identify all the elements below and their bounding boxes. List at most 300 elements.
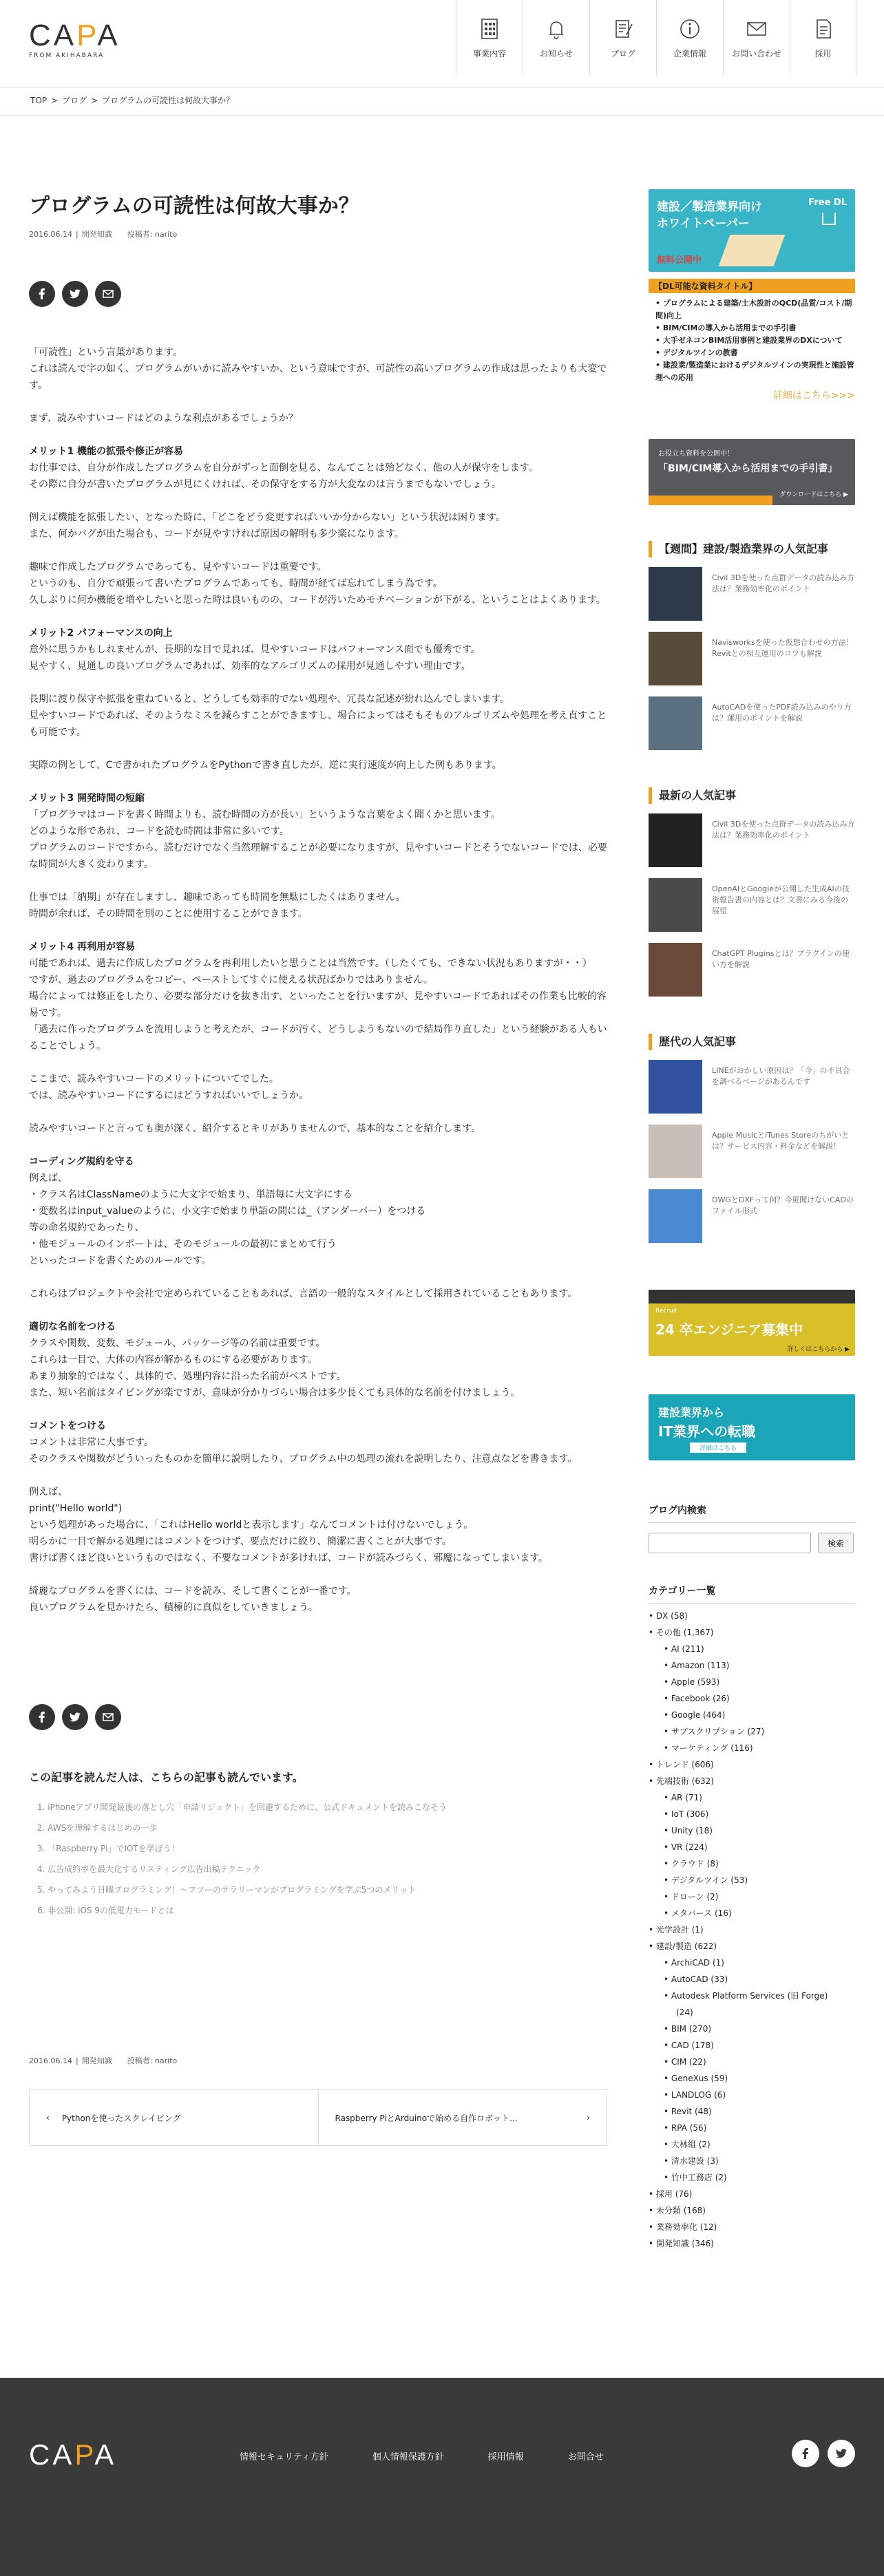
text-line: これは読んで字の如く、プログラムがいかに読みやすいか、という意味ですが、可読性の高いプログラムの作成は思ったよりも大変です。	[29, 363, 607, 391]
popular-article[interactable]	[649, 943, 855, 998]
category-item[interactable]	[649, 2087, 855, 2103]
text-line: 見やすいコードであれば、そのようなミスを減らすことができますし、場合によってはそもそものアルゴリズムや処理を考え直すことも可能です。	[29, 710, 607, 738]
article-title: ChatGPT Pluginsとは？プラグインの使い方を解説	[712, 949, 850, 969]
all-time-popular-title: 歴代の人気記事	[649, 1034, 855, 1050]
post-category[interactable]: 開発知識	[81, 230, 112, 239]
text-line: 例えば、	[29, 1173, 67, 1184]
breadcrumb-top[interactable]: TOP	[30, 96, 48, 105]
facebook-icon	[35, 287, 49, 301]
post-author: 投稿者: narito	[127, 2056, 178, 2065]
text-line: 意外に思うかもしれませんが、長期的な目で見れば、見やすいコードはパフォーマンス面でも優秀です。	[29, 644, 481, 655]
chevron-right-icon: ›	[587, 2113, 590, 2122]
category-label: 開発知識 (346)	[655, 2239, 714, 2248]
logo-subtitle: FROM AKIHABARA	[29, 52, 105, 59]
popular-article[interactable]	[649, 632, 855, 687]
text-line: これらはプロジェクトや会社で定められていることもあれば、言語の一般的なスタイルとして採用されていることもあります。	[29, 1288, 578, 1299]
category-label: AR (71)	[671, 1793, 702, 1802]
bullet-icon: •	[664, 1875, 671, 1885]
email-share-button[interactable]	[95, 1704, 121, 1730]
category-label: 大林組 (2)	[671, 2140, 711, 2149]
paragraph	[29, 1170, 607, 1269]
sidebar	[649, 189, 855, 2252]
dl-item: • デジタルツインの教書	[655, 348, 738, 357]
info-icon	[678, 17, 702, 41]
nav-label: 企業情報	[673, 48, 706, 58]
paragraph	[29, 1583, 607, 1616]
category-item[interactable]	[649, 1938, 855, 1955]
bullet-icon: •	[664, 1710, 671, 1720]
article-thumbnail	[649, 878, 702, 932]
category-item[interactable]	[649, 1905, 855, 1922]
popular-article[interactable]	[649, 567, 855, 622]
bullet-icon: •	[664, 2140, 671, 2149]
search-input[interactable]	[649, 1533, 811, 1553]
breadcrumb-blog[interactable]: ブログ	[62, 96, 87, 105]
paragraph	[29, 1434, 607, 1467]
prev-post-link[interactable]	[30, 2090, 319, 2145]
meta-separator: |	[75, 230, 78, 239]
text-line: ですが、過去のプログラムをコピー、ペーストしてすぐに使える状況ばかりではありません。	[29, 975, 433, 986]
footer-link-privacy[interactable]: 個人情報保護方針	[372, 2452, 444, 2462]
category-item[interactable]	[649, 1839, 855, 1855]
banner-top: お役立ち資料を公開中！	[658, 450, 734, 458]
facebook-button[interactable]	[792, 2440, 819, 2467]
paragraph	[29, 807, 607, 873]
nav-company[interactable]	[656, 0, 723, 76]
popular-article[interactable]	[649, 813, 855, 869]
share-buttons-bottom	[29, 1704, 121, 1730]
section-heading: 適切な名前をつける	[29, 1321, 116, 1332]
article-title: AutoCADを使ったPDF読み込みのやり方は？運用のポイントを解説	[712, 703, 852, 723]
text-line: 例えば、	[29, 1487, 67, 1498]
article-title: Civil 3Dを使った点群データの読み込み方法は？業務効率化のポイント	[712, 820, 855, 840]
article-header	[29, 193, 607, 307]
bullet-icon: •	[664, 2024, 671, 2034]
text-line: 実際の例として、Cで書かれたプログラムをPythonで書き直したが、逆に実行速度が向上した例もあります。	[29, 760, 502, 771]
article-thumbnail	[649, 567, 702, 621]
article-thumbnail	[649, 813, 702, 867]
banner-badge: Free DL	[808, 198, 847, 208]
text-line: print("Hello world")	[29, 1503, 123, 1514]
category-item[interactable]	[649, 1971, 855, 1988]
paragraph	[29, 344, 607, 394]
bullet-icon: •	[664, 1908, 671, 1918]
category-label: Amazon (113)	[671, 1661, 730, 1670]
category-label: マーケティング (116)	[671, 1743, 753, 1753]
category-item[interactable]	[649, 1608, 855, 1624]
text-line: 「可読性」という言葉があります。	[29, 347, 182, 358]
bullet-icon: •	[664, 1991, 671, 2001]
text-line: お仕事では、自分が作成したプログラムを自分がずっと面倒を見る、なんてことは殆どなく、他の人が保守をします。	[29, 462, 538, 473]
bullet-icon: •	[664, 1727, 671, 1736]
category-label: Facebook (26)	[671, 1694, 730, 1703]
category-item[interactable]	[649, 2037, 855, 2054]
bullet-icon: •	[664, 1842, 671, 1852]
text-line: ・変数名はinput_valueのように、小文字で始まり単語の間には_（アンダーバー）をつける	[29, 1206, 426, 1217]
article-meta-bottom	[29, 2055, 177, 2066]
site-logo[interactable]	[29, 21, 120, 59]
bullet-icon: •	[664, 2107, 671, 2116]
logo-mark: CAPA	[29, 19, 120, 52]
text-line: そのクラスや関数がどういったものかを簡単に説明したり、プログラム中の処理の流れを説明したり、注意点などを書きます。	[29, 1454, 578, 1465]
nav-business[interactable]	[456, 0, 523, 76]
category-item[interactable]	[649, 1657, 855, 1674]
paragraph	[29, 1335, 607, 1401]
text-line: 明らかに一目で解かる処理にはコメントをつけず、要点だけに絞り、簡潔に書くことが大事です。	[29, 1536, 452, 1547]
banner-illustration	[719, 235, 786, 266]
section-heading: メリット1 機能の拡張や修正が容易	[29, 446, 184, 457]
category-item[interactable]	[649, 1922, 855, 1938]
text-line: 等の命名規約であったり、	[29, 1222, 145, 1233]
related-item[interactable]: 6. 非公開: iOS 9の低電力モードとは	[37, 1906, 174, 1915]
category-item[interactable]	[649, 1740, 855, 1756]
popular-article[interactable]	[649, 1125, 855, 1180]
category-label: 竹中工務店 (2)	[671, 2173, 727, 2182]
banner-tag: 無料公開中	[657, 255, 702, 266]
related-item[interactable]: 4. 広告成約率を最大化するリスティング広告出稿テクニック	[37, 1864, 261, 1874]
weekly-popular-list	[649, 567, 855, 752]
text-line: 場合によっては修正をしたり、必要な部分だけを抜き出す、といったことを行いますが、見やすいコードであればその作業も比較的容易です。	[29, 991, 607, 1019]
bullet-icon: •	[649, 2239, 656, 2248]
category-title: カテゴリー一覧	[649, 1584, 855, 1604]
bullet-icon: •	[664, 1892, 671, 1902]
text-line: というのも、自分で頑張って書いたプログラムであっても、時間が経てば忘れてしまう為です。	[29, 578, 443, 589]
popular-article[interactable]	[649, 878, 855, 933]
recruit-banner[interactable]	[649, 1290, 855, 1356]
category-item[interactable]	[649, 1756, 855, 1773]
text-line: これらは一目で、大体の内容が解かるものにする必要があります。	[29, 1354, 317, 1365]
category-item[interactable]	[649, 1888, 855, 1905]
category-label: BIM (270)	[671, 2024, 712, 2034]
related-item[interactable]: 2. AWSを理解するはじめの一歩	[37, 1823, 158, 1833]
paragraph	[29, 757, 607, 774]
dl-item: • BIM/CIMの導入から活用までの手引書	[655, 323, 797, 332]
popular-article[interactable]	[649, 1189, 855, 1244]
bullet-icon: •	[649, 2222, 656, 2232]
related-articles	[29, 1769, 607, 1921]
bullet-icon: •	[649, 1925, 656, 1935]
bullet-icon: •	[664, 2156, 671, 2166]
category-label: (24)	[676, 2008, 693, 2017]
article-title: OpenAIとGoogleが公開した生成AIの技術報告書の内容とは？文書にみる今後の展望	[712, 884, 850, 915]
footer-link-contact[interactable]: お問合せ	[567, 2452, 604, 2462]
bullet-icon: •	[664, 1661, 671, 1670]
breadcrumb-separator: >	[91, 96, 98, 105]
category-item[interactable]	[649, 2153, 855, 2169]
paragraph	[29, 1484, 607, 1566]
article-title: DWGとDXFって何？今更聞けないCADのファイル形式	[712, 1195, 854, 1215]
category-label: AutoCAD (33)	[671, 1974, 728, 1984]
bim-guide-banner[interactable]	[649, 439, 855, 505]
category-item[interactable]	[649, 1872, 855, 1888]
category-label: RPA (56)	[671, 2123, 707, 2133]
text-line: どのような形であれ、コードを読む時間は非常に多いです。	[29, 826, 289, 837]
category-item[interactable]	[649, 1674, 855, 1690]
bullet-icon: •	[664, 2090, 671, 2100]
category-label: トレンド (606)	[655, 1760, 714, 1769]
article-thumbnail	[649, 632, 702, 685]
text-line: 可能であれば、過去に作成したプログラムを再利用したいと思うことは当然です。（したくても、できない状況もありますが・・）	[29, 958, 592, 969]
bullet-icon: •	[664, 2173, 671, 2182]
section-heading: コーディング規約を守る	[29, 1156, 134, 1167]
twitter-icon	[68, 287, 82, 301]
facebook-share-button[interactable]	[29, 281, 55, 307]
text-line: ここまで、読みやすいコードのメリットについてでした。	[29, 1074, 279, 1085]
category-item[interactable]	[649, 2219, 855, 2235]
twitter-icon	[834, 2447, 848, 2460]
document-icon	[812, 17, 835, 41]
article-thumbnail	[649, 1060, 702, 1114]
footer-link-recruit[interactable]: 採用情報	[487, 2452, 524, 2462]
category-item[interactable]	[649, 1806, 855, 1822]
paragraph	[29, 410, 607, 427]
article-thumbnail	[649, 1125, 702, 1178]
career-change-banner[interactable]	[649, 1394, 855, 1460]
banner-accent	[649, 496, 772, 505]
dl-list	[649, 297, 855, 384]
nav-label: お知らせ	[540, 48, 573, 58]
footer-logo[interactable]: CAPA	[29, 2438, 117, 2471]
prev-post-title: Pythonを使ったスクレイピング	[61, 2113, 181, 2123]
breadcrumb-current: プログラムの可読性は何故大事か？	[102, 96, 235, 105]
category-item[interactable]	[649, 2021, 855, 2037]
share-buttons-top	[29, 281, 607, 307]
whitepaper-banner[interactable]	[649, 189, 855, 272]
text-line: 書けば書くほど良いというものではなく、不要なコメントが多ければ、コードが読みづらく、邪魔になってしまいます。	[29, 1553, 549, 1564]
facebook-icon	[35, 1710, 49, 1724]
category-label: ドローン (2)	[671, 1892, 719, 1902]
text-line: まず、読みやすいコードはどのような利点があるでしょうか？	[29, 413, 298, 424]
nav-label: 事業内容	[472, 48, 506, 58]
bullet-icon: •	[664, 1694, 671, 1703]
facebook-share-button[interactable]	[29, 1704, 55, 1730]
banner-main: 24 卒エンジニア募集中	[655, 1321, 803, 1338]
twitter-share-button[interactable]	[62, 281, 88, 307]
mail-icon	[745, 17, 768, 41]
text-line: その際に自分が書いたプログラムが見にくければ、その保守をする方が大変なのは言うまでもないでしょう。	[29, 479, 501, 490]
twitter-button[interactable]	[828, 2440, 855, 2467]
category-item[interactable]	[649, 1789, 855, 1806]
nav-label: お問い合わせ	[731, 48, 781, 58]
paragraph	[29, 889, 607, 922]
category-item[interactable]	[649, 1707, 855, 1723]
article-title: Apple MusicとiTunes Storeのちがいとは？サービス内容・料金などを解説！	[712, 1131, 850, 1151]
breadcrumb-separator: >	[51, 96, 59, 105]
bullet-icon: •	[664, 1826, 671, 1835]
paragraph	[29, 955, 607, 1054]
search-title: ブログ内検索	[649, 1503, 855, 1523]
dl-more-link[interactable]: 詳細はこちら>>>	[772, 390, 855, 401]
category-label: GeneXus (59)	[671, 2074, 728, 2083]
text-line: 見やすく、見通しの良いプログラムであれば、効率的なアルゴリズムの採用が見通しやすい理由です。	[29, 661, 471, 672]
nav-label: ブログ	[610, 48, 635, 58]
banner-line1: 建設業界から	[658, 1406, 725, 1419]
latest-popular-list	[649, 813, 855, 998]
text-line: あまり抽象的ではなく、具体的で、処理内容に沿った名前がベストです。	[29, 1371, 346, 1382]
banner-main: 「BIM/CIM導入から活用までの手引書」	[658, 463, 838, 474]
paragraph	[29, 559, 607, 608]
email-share-button[interactable]	[95, 281, 121, 307]
category-list	[649, 1608, 855, 2252]
category-label: 清水建設 (3)	[671, 2156, 719, 2166]
category-item[interactable]	[649, 1773, 855, 1789]
nav-recruit[interactable]	[790, 0, 856, 76]
category-label: Google (464)	[671, 1710, 726, 1720]
post-category[interactable]: 開発知識	[81, 2056, 112, 2065]
category-label: その他 (1,367)	[655, 1628, 714, 1637]
text-line: 「過去に作ったプログラムを流用しようと考えたが、コードが汚く、どうしようもないので結局作り直した」という経験がある人もいることでしょう。	[29, 1024, 607, 1052]
section-heading: コメントをつける	[29, 1420, 106, 1431]
category-label: Unity (18)	[671, 1826, 713, 1835]
next-post-title: Raspberry PiとArduinoで始める自作ロボット...	[335, 2113, 518, 2123]
category-label: メタバース (16)	[671, 1908, 732, 1918]
meta-separator: |	[75, 2056, 78, 2065]
category-item[interactable]	[649, 1624, 855, 1641]
nav-blog[interactable]	[589, 0, 656, 76]
post-author: 投稿者: narito	[127, 230, 178, 239]
article-body	[29, 344, 607, 1632]
global-nav	[456, 0, 856, 76]
category-item[interactable]	[649, 2120, 855, 2136]
section-heading: メリット3 開発時間の短縮	[29, 793, 145, 804]
bullet-icon: •	[664, 1809, 671, 1819]
text-line: 仕事では「納期」が存在しますし、趣味であっても時間を無駄にしたくはありません。	[29, 892, 406, 903]
category-item[interactable]	[649, 1988, 855, 2004]
category-item[interactable]	[649, 2169, 855, 2186]
site-footer	[0, 2378, 884, 2576]
bullet-icon: •	[649, 2206, 656, 2215]
paragraph	[29, 1071, 607, 1104]
category-label: Autodesk Platform Services (旧 Forge)	[671, 1991, 828, 2001]
nav-contact[interactable]	[723, 0, 790, 76]
paragraph	[29, 1286, 607, 1302]
building-icon	[478, 17, 501, 41]
category-label: Apple (593)	[671, 1677, 720, 1687]
bullet-icon: •	[664, 2074, 671, 2083]
bullet-icon: •	[664, 1974, 671, 1984]
category-item[interactable]	[649, 1822, 855, 1839]
category-label: 業務効率化 (12)	[655, 2222, 717, 2232]
text-line: 例えば機能を拡張したい、となった時に、「どこをどう変更すればいいか分からない」という状況は困ります。	[29, 512, 505, 523]
category-label: 建設/製造 (622)	[655, 1941, 717, 1951]
category-item[interactable]	[649, 1955, 855, 1971]
bullet-icon: •	[649, 1628, 656, 1637]
post-pager	[29, 2089, 607, 2146]
related-item[interactable]: 3. 「Raspberry Pi」でIOTを学ぼう！	[37, 1844, 180, 1853]
category-item[interactable]	[649, 2136, 855, 2153]
text-line: という処理があった場合に、「これはHello worldと表示します」なんてコメントは付けないでしょう。	[29, 1520, 474, 1531]
latest-popular-title: 最新の人気記事	[649, 787, 855, 804]
related-list	[29, 1797, 607, 1921]
dl-item: • 建設業/製造業におけるデジタルツインの実現性と施設管理への応用	[655, 361, 854, 382]
banner-stripe	[649, 1290, 855, 1303]
category-item[interactable]	[649, 1641, 855, 1657]
paragraph	[29, 460, 607, 493]
related-item[interactable]: 5. やってみよう日曜プログラミング！〜フツーのサラリーマンがプログラミングを学ぶ5つのメリット	[37, 1885, 416, 1895]
text-line: また、何かバグが出た場合も、コードが見やすければ原因の解明も多少楽になります。	[29, 529, 404, 540]
category-label: 未分類 (168)	[655, 2206, 706, 2215]
banner-sub: 詳細はこちら	[690, 1443, 746, 1453]
footer-links	[240, 2449, 604, 2462]
text-line: コメントは非常に大事です。	[29, 1437, 154, 1448]
article-thumbnail	[649, 1189, 702, 1243]
bullet-icon: •	[664, 2123, 671, 2133]
bullet-icon: •	[664, 2041, 671, 2050]
dl-item: • プログラムによる建築/土木設計のQCD(品質/コスト/期間)向上	[655, 299, 852, 320]
category-item[interactable]	[649, 1723, 855, 1740]
bullet-icon: •	[649, 1776, 656, 1786]
category-item[interactable]	[649, 2202, 855, 2219]
section-heading: メリット2 パフォーマンスの向上	[29, 628, 173, 639]
post-date: 2016.06.14	[29, 230, 72, 239]
text-line: では、読みやすいコードにするにはどうすればいいでしょうか。	[29, 1090, 308, 1101]
facebook-icon	[799, 2447, 812, 2460]
popular-article[interactable]	[649, 696, 855, 752]
twitter-share-button[interactable]	[62, 1704, 88, 1730]
dl-item: • 大手ゼネコンBIM活用事例と建設業界のDXについて	[655, 336, 843, 345]
related-item[interactable]: 1. iPhoneアプリ開発最後の落とし穴「申請リジェクト」を回避するために、公式ドキュメントを読みこなそう	[37, 1802, 448, 1812]
article-title: LINEがおかしい原因は？「今」の不具合を調べるページがあるんです	[712, 1066, 850, 1086]
category-label: VR (224)	[671, 1842, 708, 1852]
all-time-popular-list	[649, 1060, 855, 1244]
popular-article[interactable]	[649, 1060, 855, 1115]
banner-title: 建設／製造業界向け ホワイトペーパー	[657, 200, 762, 231]
bullet-icon: •	[664, 1677, 671, 1687]
bullet-icon: •	[649, 1611, 656, 1621]
text-line: 久しぶりに何か機能を増やしたいと思った時は良いものの、コードが汚いためモチベーションが下がる、ということはよくあります。	[29, 595, 606, 606]
search-button[interactable]: 検索	[818, 1533, 854, 1553]
notepad-icon	[611, 17, 635, 41]
article-title: Navisworksを使った仮想合わせの方法！Revitとの相互運用のコツも解説	[712, 638, 854, 658]
text-line: また、短い名前はタイピングが楽ですが、意味が分かりづらい場合は多少長くても具体的な名前を付けましょう。	[29, 1387, 520, 1398]
footer-link-security[interactable]: 情報セキュリティ方針	[240, 2452, 328, 2462]
dl-title: 【DL可能な資料タイトル】	[649, 279, 855, 293]
category-item[interactable]	[649, 2103, 855, 2120]
post-date: 2016.06.14	[29, 2056, 72, 2065]
category-item[interactable]	[649, 2235, 855, 2252]
bullet-icon: •	[664, 1644, 671, 1654]
banner-small: Recruit	[655, 1308, 677, 1314]
breadcrumb	[0, 87, 884, 116]
footer-social	[792, 2440, 855, 2467]
category-item[interactable]	[649, 1690, 855, 1707]
category-label: 先端技術 (632)	[655, 1776, 714, 1786]
text-line: ・他モジュールのインポートは、そのモジュールの最初にまとめて行う	[29, 1239, 337, 1250]
category-item[interactable]	[649, 2070, 855, 2087]
category-item[interactable]	[649, 2054, 855, 2070]
page-title: プログラムの可読性は何故大事か？	[29, 194, 359, 218]
category-label: 採用 (76)	[655, 2189, 693, 2199]
category-label: Revit (48)	[671, 2107, 712, 2116]
bullet-icon: •	[664, 1793, 671, 1802]
weekly-popular-title: 【週間】建設/製造業界の人気記事	[649, 541, 855, 557]
category-item[interactable]	[649, 1855, 855, 1872]
nav-label: 採用	[814, 48, 832, 58]
site-header	[0, 0, 884, 76]
section-heading: メリット4 再利用が容易	[29, 941, 136, 952]
category-label: 光学設計 (1)	[655, 1925, 704, 1935]
next-post-link[interactable]	[319, 2090, 607, 2145]
bullet-icon: •	[649, 2189, 656, 2199]
bell-icon	[545, 17, 568, 41]
category-item[interactable]	[649, 2186, 855, 2202]
mail-icon	[101, 1710, 115, 1724]
category-label: サブスクリプション (27)	[671, 1727, 765, 1736]
bullet-icon: •	[664, 1958, 671, 1968]
category-label: IoT (306)	[671, 1809, 709, 1819]
text-line: プログラムのコードですから、読むだけでなく当然理解することが必要になりますが、見やすいコードとそうでないコードでは、必要な時間が大きく変わります。	[29, 842, 607, 870]
nav-news[interactable]	[523, 0, 589, 76]
